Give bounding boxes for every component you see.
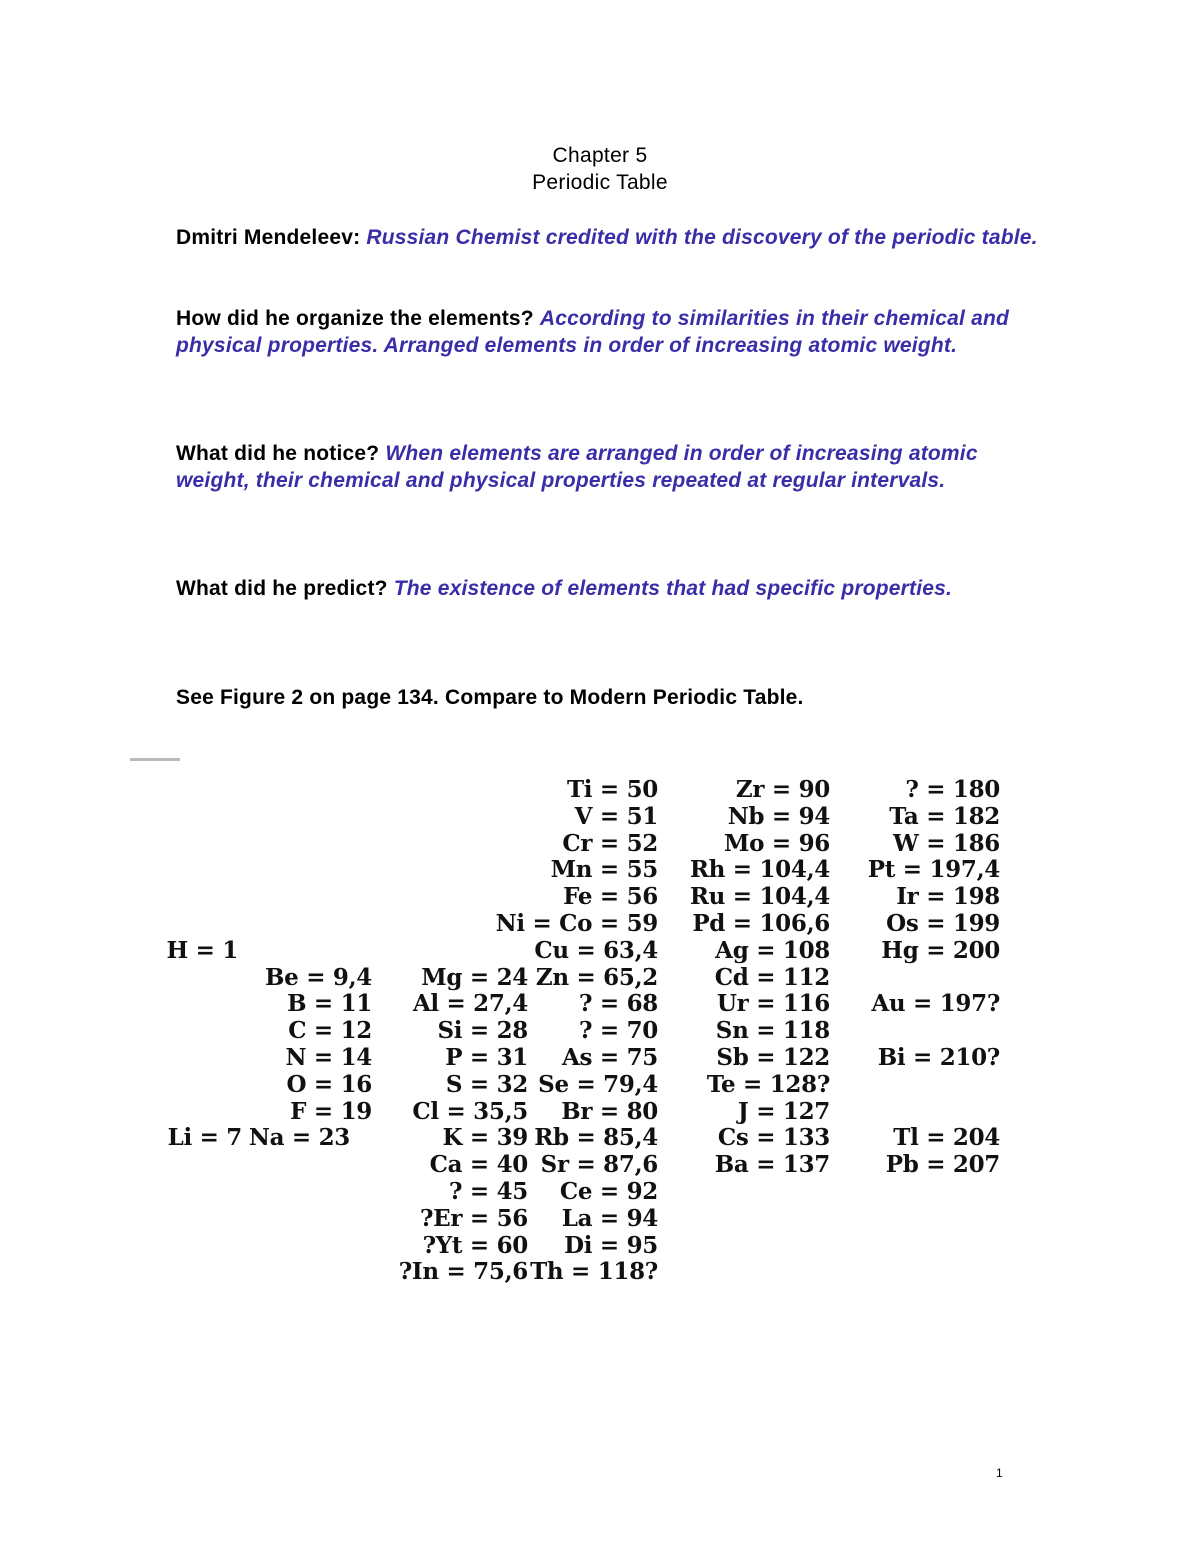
element-entry: Mn = 55 bbox=[550, 856, 658, 884]
element-entry: O = 16 bbox=[286, 1070, 372, 1098]
page-title: Periodic Table bbox=[532, 171, 668, 194]
element-entry: Cr = 52 bbox=[562, 829, 658, 857]
element-entry: ? = 70 bbox=[579, 1017, 658, 1045]
element-entry: Pb = 207 bbox=[885, 1151, 1000, 1179]
element-entry: Os = 199 bbox=[886, 910, 1000, 937]
element-entry: Pt = 197,4 bbox=[867, 856, 1000, 884]
mendeleev-periodic-table-figure bbox=[130, 758, 1035, 1298]
element-entry: Tl = 204 bbox=[893, 1124, 1000, 1152]
element-entry: Se = 79,4 bbox=[538, 1070, 658, 1098]
element-entry: Be = 9,4 bbox=[265, 963, 372, 991]
element-entry: B = 11 bbox=[287, 990, 372, 1018]
element-entry: Au = 197? bbox=[871, 990, 1000, 1018]
answer-text: Russian Chemist credited with the discovery of the periodic table. bbox=[366, 226, 1038, 249]
element-entry: Ce = 92 bbox=[559, 1178, 658, 1205]
element-entry: Ti = 50 bbox=[566, 776, 658, 803]
element-entry: Ur = 116 bbox=[716, 990, 830, 1018]
element-entry: Rb = 85,4 bbox=[534, 1124, 658, 1152]
paragraph-mendeleev bbox=[176, 224, 1056, 251]
element-entry: ? = 68 bbox=[579, 990, 658, 1018]
element-entry: Si = 28 bbox=[437, 1017, 528, 1045]
element-entry: Br = 80 bbox=[561, 1097, 658, 1125]
paragraph-predict bbox=[176, 575, 1056, 602]
prompt-text: What did he predict? bbox=[176, 577, 388, 600]
element-entry: Ta = 182 bbox=[889, 802, 1000, 830]
element-entry: Cd = 112 bbox=[714, 963, 830, 991]
element-entry: Sn = 118 bbox=[715, 1017, 830, 1045]
element-entry: Ir = 198 bbox=[896, 883, 1000, 911]
element-entry: Nb = 94 bbox=[727, 802, 830, 830]
element-entry: Pd = 106,6 bbox=[692, 910, 830, 937]
element-entry: Mo = 96 bbox=[724, 829, 830, 857]
element-entry: Na = 23 bbox=[248, 1124, 350, 1152]
element-entry: K = 39 bbox=[442, 1124, 528, 1152]
element-entry: Cu = 63,4 bbox=[534, 936, 658, 964]
chapter-heading: Chapter 5 bbox=[552, 144, 648, 167]
element-entry: W = 186 bbox=[892, 829, 1000, 857]
element-entry: J = 127 bbox=[737, 1097, 830, 1125]
paragraph-organize bbox=[176, 305, 1056, 359]
element-entry: As = 75 bbox=[562, 1044, 658, 1071]
element-entry: Ag = 108 bbox=[715, 936, 830, 964]
answer-text: According to similarities in their chemical and physical properties. Arranged elements in order of increasing atomic weight. bbox=[176, 307, 1010, 357]
element-entry: Cs = 133 bbox=[717, 1124, 830, 1152]
element-entry: Sr = 87,6 bbox=[540, 1151, 658, 1179]
element-entry: N = 14 bbox=[285, 1044, 372, 1071]
element-entry: Cl = 35,5 bbox=[412, 1097, 528, 1125]
element-entry: Sb = 122 bbox=[716, 1044, 830, 1071]
element-entry: ? = 180 bbox=[905, 776, 1000, 803]
element-entry: Te = 128? bbox=[706, 1070, 830, 1098]
element-entry: V = 51 bbox=[574, 802, 658, 830]
element-entry: Ba = 137 bbox=[714, 1151, 830, 1179]
element-entry: Ni = Co = 59 bbox=[495, 910, 658, 937]
element-entry: ?Er = 56 bbox=[419, 1204, 528, 1232]
element-entry: C = 12 bbox=[288, 1017, 372, 1045]
element-entry: Zn = 65,2 bbox=[535, 963, 658, 991]
element-entry: Th = 118? bbox=[530, 1258, 658, 1286]
element-entry: Mg = 24 bbox=[421, 963, 528, 991]
scan-artifact bbox=[130, 758, 180, 761]
page-number: 1 bbox=[996, 1466, 1003, 1480]
element-entry: Al = 27,4 bbox=[412, 990, 528, 1018]
paragraph-notice bbox=[176, 440, 1056, 494]
element-entry: Rh = 104,4 bbox=[689, 856, 830, 884]
element-entry: ? = 45 bbox=[449, 1178, 528, 1205]
element-entry: S = 32 bbox=[445, 1070, 528, 1098]
element-entry: La = 94 bbox=[561, 1204, 658, 1232]
element-entry: Hg = 200 bbox=[881, 936, 1000, 964]
element-entry: Di = 95 bbox=[564, 1231, 658, 1259]
paragraph-see-figure bbox=[176, 684, 1056, 711]
answer-text: When elements are arranged in order of increasing atomic weight, their chemical and physical properties repeated at regular intervals. bbox=[176, 442, 978, 492]
element-entry: Ca = 40 bbox=[429, 1151, 528, 1179]
element-entry: H = 1 bbox=[166, 936, 238, 964]
element-entry: Ru = 104,4 bbox=[689, 883, 830, 911]
answer-text: The existence of elements that had specific properties. bbox=[393, 577, 953, 600]
element-entry: Fe = 56 bbox=[563, 883, 658, 911]
element-entry: Bi = 210? bbox=[877, 1044, 1000, 1071]
element-entry: Li = 7 bbox=[167, 1124, 242, 1152]
element-entry: Zr = 90 bbox=[735, 776, 830, 803]
prompt-text: How did he organize the elements? bbox=[176, 307, 534, 330]
prompt-text: Dmitri Mendeleev: bbox=[176, 226, 361, 249]
prompt-text: See Figure 2 on page 134. Compare to Modern Periodic Table. bbox=[176, 686, 804, 709]
element-entry: P = 31 bbox=[445, 1044, 528, 1071]
element-entry: ?In = 75,6 bbox=[398, 1258, 528, 1286]
element-entry: ?Yt = 60 bbox=[422, 1231, 528, 1259]
element-entry: F = 19 bbox=[290, 1097, 372, 1125]
prompt-text: What did he notice? bbox=[176, 442, 380, 465]
